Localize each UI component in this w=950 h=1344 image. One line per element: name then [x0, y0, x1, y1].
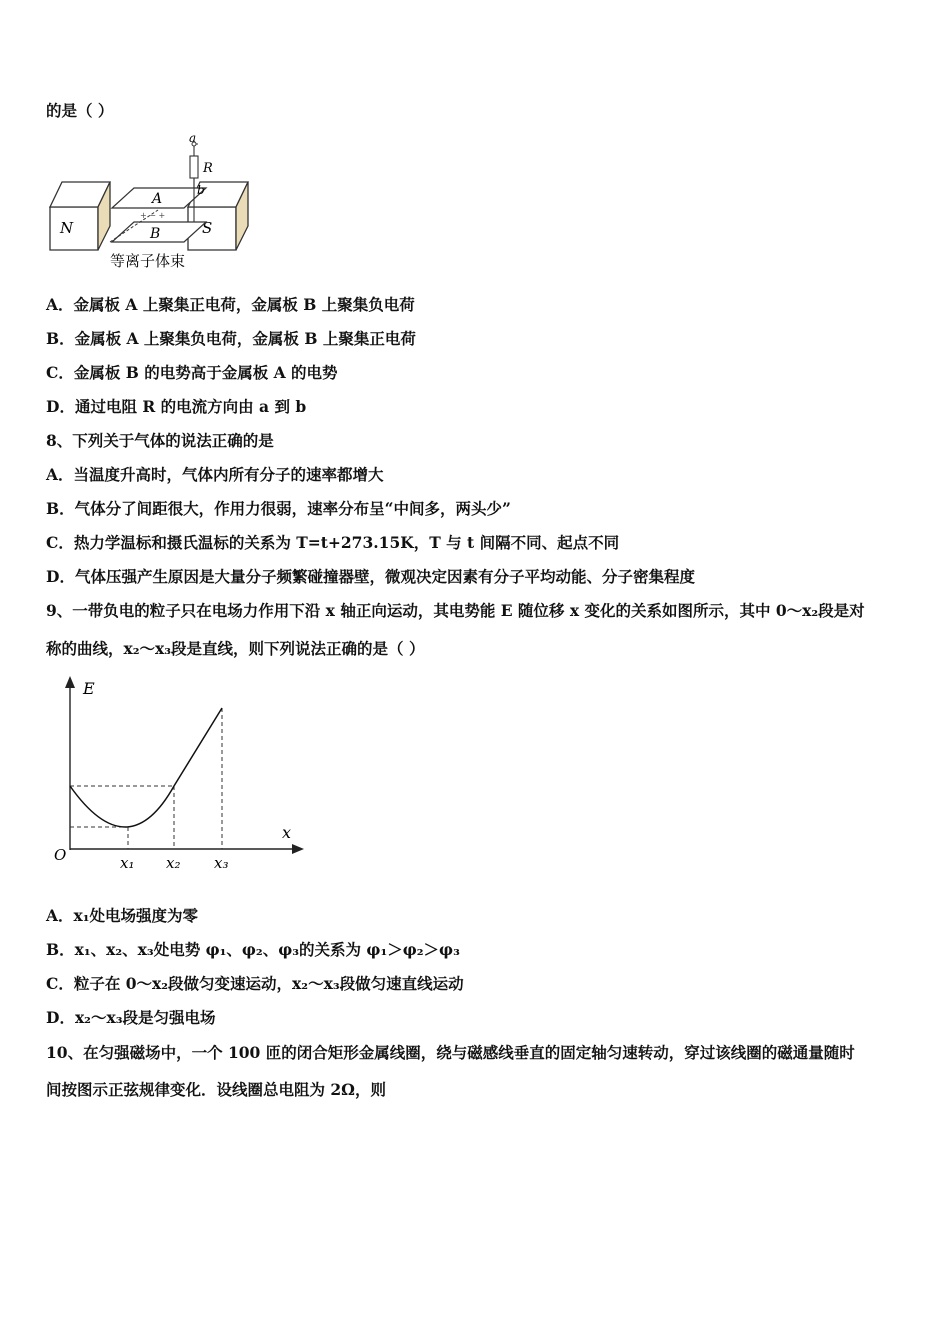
q9-option-c: C．粒子在 0～x₂段做匀变速运动，x₂～x₃段做匀速直线运动 [46, 974, 464, 993]
plasma-generator-figure [46, 132, 276, 277]
q9-option-a: A．x₁处电场强度为零 [46, 906, 199, 925]
q8-option-a: A．当温度升高时，气体内所有分子的速率都增大 [46, 465, 384, 484]
question-intro-text: 的是（ ） [46, 101, 114, 120]
tick-x3: x₃ [214, 854, 229, 872]
q8-option-d: D．气体压强产生原因是大量分子频繁碰撞器壁，微观决定因素有分子平均动能、分子密集程度 [46, 567, 695, 586]
figure-caption: 等离子体束 [110, 252, 186, 270]
tick-x1: x₁ [120, 854, 135, 872]
q7-option-a: A．金属板 A 上聚集正电荷，金属板 B 上聚集负电荷 [46, 295, 415, 314]
plate-a-label: A [152, 191, 163, 207]
y-axis-label: E [83, 679, 95, 698]
q10-stem-line2: 间按图示正弦规律变化．设线圈总电阻为 2Ω，则 [46, 1080, 386, 1099]
x-axis-label: x [282, 823, 292, 842]
north-magnet [50, 182, 110, 250]
q8-option-c: C．热力学温标和摄氏温标的关系为 T=t+273.15K，T 与 t 间隔不同、起点不同 [46, 533, 620, 552]
terminal-a-label: a [189, 132, 197, 145]
q9-option-b: B．x₁、x₂、x₃处电势 φ₁、φ₂、φ₃的关系为 φ₁＞φ₂＞φ₃ [46, 940, 460, 959]
q9-stem-line1: 9、一带负电的粒子只在电场力作用下沿 x 轴正向运动，其电势能 E 随位移 x 变化的关系如图所示，其中 0～x₂段是对 [46, 601, 865, 620]
svg-text:+ − +: + − + [140, 211, 166, 220]
resistor-r [190, 156, 198, 178]
q7-option-c: C．金属板 B 的电势高于金属板 A 的电势 [46, 363, 338, 382]
q9-option-d: D．x₂～x₃段是匀强电场 [46, 1008, 216, 1027]
energy-curve [70, 708, 222, 827]
magnet-s-label: S [202, 219, 213, 237]
y-axis-arrow [65, 676, 75, 688]
energy-position-graph [46, 672, 310, 876]
resistor-label: R [203, 161, 213, 176]
terminal-b-label: b [197, 183, 205, 197]
magnet-n-label: N [60, 219, 74, 237]
q9-stem-line2: 称的曲线，x₂～x₃段是直线，则下列说法正确的是（ ） [46, 639, 425, 658]
q7-option-b: B．金属板 A 上聚集负电荷，金属板 B 上聚集正电荷 [46, 329, 416, 348]
q8-stem: 8、下列关于气体的说法正确的是 [46, 431, 274, 450]
plate-b-label: B [150, 226, 161, 242]
q7-option-d: D．通过电阻 R 的电流方向由 a 到 b [46, 397, 307, 416]
tick-x2: x₂ [166, 854, 181, 872]
x-axis-arrow [292, 844, 304, 854]
q10-stem-line1: 10、在匀强磁场中，一个 100 匝的闭合矩形金属线圈，绕与磁感线垂直的固定轴匀速转动，穿过该线圈的磁通量随时 [46, 1043, 855, 1062]
q8-option-b: B．气体分了间距很大，作用力很弱，速率分布呈“中间多，两头少” [46, 499, 511, 518]
origin-label: O [54, 846, 67, 864]
